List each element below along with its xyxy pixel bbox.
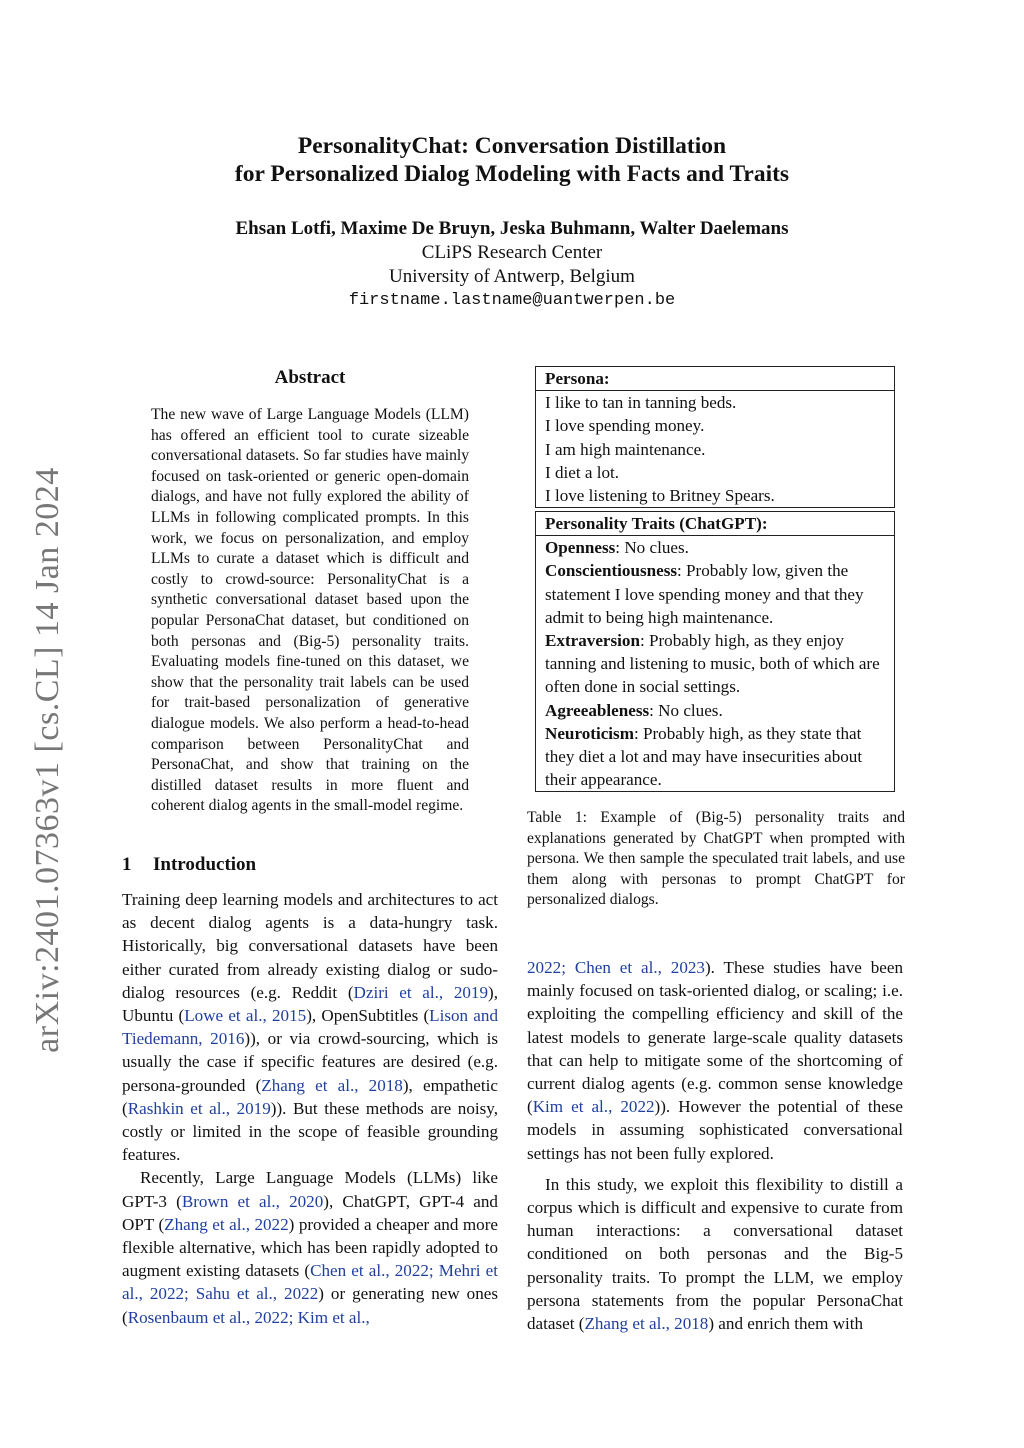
trait-name: Conscientiousness (545, 561, 678, 581)
persona-line: I am high maintenance. (545, 439, 706, 459)
text-run: )), or via crowd-sourcing, which is usually the case if specific features are desired (e.g. persona-grounded ( (122, 1029, 498, 1095)
intro-paragraph-2-continued (527, 956, 903, 1165)
trait-name: Extraversion (545, 631, 640, 651)
abstract-heading: Abstract (274, 367, 346, 388)
paper-title (0, 132, 1024, 188)
intro-paragraph-1 (122, 888, 498, 1166)
trait-explanation: : Probably low, given the statement I love spending money and that they admit to being high maintenance. (545, 561, 864, 627)
text-run: )). However the potential of these models in assuming sophisticated conversational settings has not been fully explored. (527, 1097, 903, 1163)
section-number: 1 (122, 854, 132, 875)
section-heading-introduction (122, 854, 256, 876)
text-run: ) or generating new ones ( (122, 1284, 498, 1327)
arxiv-identifier: arXiv:2401.07363v1 [cs.CL] 14 Jan 2024 (29, 467, 66, 1053)
author-email: firstname.lastname@uantwerpen.be (348, 291, 676, 310)
text-run: Training deep learning models and architectures to act as decent dialog agents is a data-hungry task. Historically, big conversational datasets have been either curated from already existing dialog or sudo-dialog resources (e.g. Reddit ( (122, 890, 498, 1002)
trait-agreeableness (536, 699, 894, 722)
trait-explanation: : No clues. (649, 700, 723, 720)
citation-link[interactable]: Zhang et al., 2018 (261, 1075, 403, 1095)
text-run: ) provided a cheaper and more flexible alternative, which has been rapidly adopted to augment existing datasets ( (122, 1214, 498, 1281)
citation-link[interactable]: Zhang et al., 2022 (164, 1214, 289, 1234)
persona-line: I love listening to Britney Spears. (545, 486, 775, 506)
citation-link[interactable]: Lison and Tiedemann, 2016 (122, 1006, 498, 1049)
intro-paragraph-3 (527, 1173, 903, 1335)
intro-paragraph-2 (122, 1166, 498, 1328)
text-run: ), OpenSubtitles ( (306, 1006, 430, 1026)
text-run: ), Ubuntu ( (122, 982, 498, 1026)
trait-explanation: : Probably high, as they state that they diet a lot and may have insecurities about their appearance. (545, 723, 863, 790)
trait-neuroticism (536, 722, 894, 792)
authors: Ehsan Lotfi, Maxime De Bruyn, Jeska Buhmann, Walter Daelemans (235, 218, 789, 239)
left-column-body (122, 888, 498, 1329)
citation-link[interactable]: Lowe et al., 2015 (184, 1006, 307, 1026)
trait-extraversion (536, 629, 894, 699)
right-column-body (527, 956, 903, 1335)
title-line-2: for Personalized Dialog Modeling with Facts and Traits (234, 161, 790, 187)
trait-name: Agreeableness (545, 700, 650, 720)
text-run: ). These studies have been mainly focused on task-oriented dialog, or scaling; i.e. exploiting the compelling efficiency and skill of the latest models to generate large-scale quality datasets that can help to mitigate some of the shortcoming of current dialog agents (e.g. common sense knowledge ( (527, 958, 903, 1117)
persona-line: I love spending money. (545, 416, 705, 436)
table-1-persona-box (535, 366, 895, 508)
persona-line: I like to tan in tanning beds. (545, 393, 737, 413)
text-run: )). But these methods are noisy, costly or limited in the scope of feasible grounding features. (122, 1098, 498, 1165)
abstract-text: The new wave of Large Language Models (LLM) has offered an efficient tool to curate sizeable conversational datasets. So far studies have mainly focused on task-oriented or generic open-domain dialogs, and have not fully explored the ability of LLMs in following complicated prompts. In this work, we focus on personalization, and employ LLMs to curate a dataset which is difficult and costly to crowd-source: PersonalityChat is a synthetic conversational dataset based upon the popular PersonaChat dataset, but conditioned on both personas and (Big-5) personality traits. Evaluating models fine-tuned on this dataset, we show that the personality trait labels can be used for trait-based personalization of generative dialogue models. We also perform a head-to-head comparison between PersonalityChat and PersonaChat, and show that training on the distilled dataset results in more fluent and coherent dialog agents in the small-model regime. (151, 406, 469, 815)
table-1-caption: Table 1: Example of (Big-5) personality traits and explanations generated by ChatGPT when prompted with persona. We then sample the speculated trait labels, and use them along with personas to prompt ChatGPT for personalized dialogs. (527, 809, 905, 909)
trait-name: Neuroticism (545, 723, 634, 743)
persona-line: I diet a lot. (545, 462, 620, 482)
trait-name: Openness (545, 538, 616, 558)
affiliation-center: CLiPS Research Center (421, 242, 603, 263)
citation-link[interactable]: Rosenbaum et al., 2022; Kim et al., (127, 1307, 370, 1327)
table-1-traits-box (535, 511, 895, 792)
persona-header: Persona: (536, 367, 894, 391)
text-run: ) and enrich them with (708, 1314, 864, 1334)
title-line-1: PersonalityChat: Conversation Distillation (297, 133, 727, 159)
citation-link[interactable]: Rashkin et al., 2019 (127, 1098, 271, 1118)
section-title: Introduction (153, 854, 257, 875)
citation-link[interactable]: 2022; Chen et al., 2023 (527, 958, 705, 977)
text-run: In this study, we exploit this flexibility to distill a corpus which is difficult and expensive to curate from human interactions: a conversational dataset conditioned on both personas and the Big-5 personality traits. To prompt the LLM, we employ persona statements from the popular PersonaChat dataset ( (527, 1174, 903, 1334)
citation-link[interactable]: Chen et al., 2022; Mehri et al., 2022; Sahu et al., 2022 (122, 1261, 498, 1304)
trait-explanation: : No clues. (615, 538, 689, 558)
citation-link[interactable]: Kim et al., 2022 (532, 1097, 655, 1117)
text-run: ), ChatGPT, GPT-4 and OPT ( (122, 1191, 498, 1234)
citation-link[interactable]: Brown et al., 2020 (181, 1191, 324, 1211)
trait-explanation: : Probably high, as they enjoy tanning and listening to music, both of which are often done in social settings. (545, 631, 880, 697)
citation-link[interactable]: Dziri et al., 2019 (353, 982, 489, 1002)
trait-openness (536, 536, 894, 559)
trait-conscientiousness (536, 559, 894, 629)
traits-header: Personality Traits (ChatGPT): (536, 512, 894, 536)
text-run: ), empathetic ( (122, 1075, 498, 1118)
affiliation-university: University of Antwerp, Belgium (389, 266, 635, 287)
text-run: Recently, Large Language Models (LLMs) like GPT-3 ( (122, 1168, 498, 1211)
citation-link[interactable]: Zhang et al., 2018 (584, 1314, 709, 1334)
